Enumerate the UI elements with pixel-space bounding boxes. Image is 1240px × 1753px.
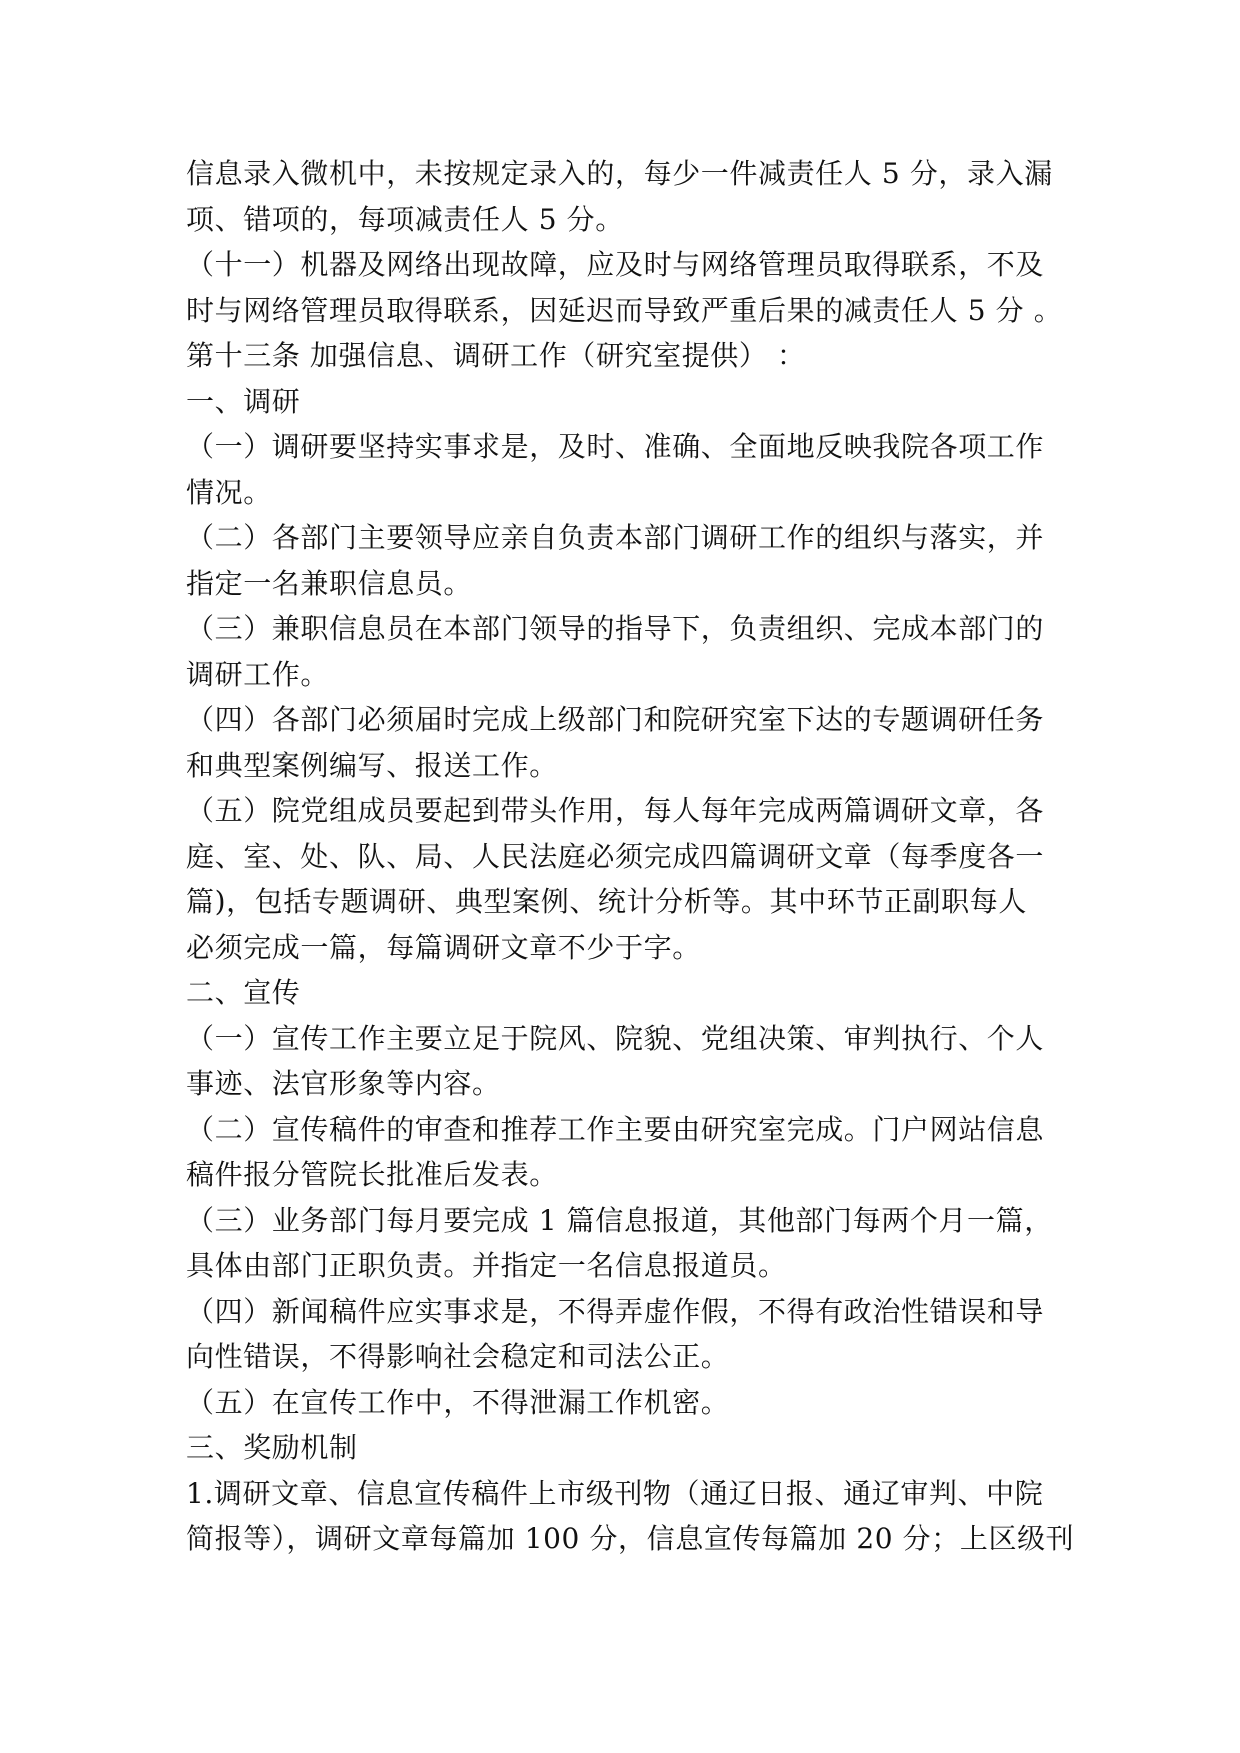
text-line: 事迹、法官形象等内容。 [186, 1067, 501, 1100]
text-line: 和典型案例编写、报送工作。 [186, 748, 558, 782]
text-line: （四）新闻稿件应实事求是，不得弄虚作假，不得有政治性错误和导 [186, 1294, 1045, 1328]
text-line: 必须完成一篇，每篇调研文章不少于字。 [186, 930, 701, 964]
text-line: 时与网络管理员取得联系，因延迟而导致严重后果的减责任人 5 分 。 [186, 293, 1063, 327]
text-line: （十一）机器及网络出现故障，应及时与网络管理员取得联系，不及 [186, 248, 1045, 281]
text-line: （二）各部门主要领导应亲自负责本部门调研工作的组织与落实，并 [186, 521, 1045, 554]
section-heading: 三、奖励机制 [186, 1431, 358, 1464]
section-heading: 二、宣传 [186, 976, 301, 1009]
document-body [186, 151, 1075, 1562]
text-line: 简报等），调研文章每篇加 100 分，信息宣传每篇加 20 分；上区级刊 [186, 1522, 1075, 1555]
text-line: （一）调研要坚持实事求是，及时、准确、全面地反映我院各项工作 [186, 430, 1045, 463]
text-line: （五）在宣传工作中，不得泄漏工作机密。 [186, 1385, 730, 1419]
text-line: 具体由部门正职负责。并指定一名信息报道员。 [186, 1249, 787, 1282]
text-line: 调研工作。 [186, 657, 330, 691]
text-line: （一）宣传工作主要立足于院风、院貌、党组决策、审判执行、个人 [186, 1021, 1045, 1055]
text-line: 项、错项的，每项减责任人 5 分。 [186, 202, 624, 236]
article-heading: 第十三条 加强信息、调研工作（研究室提供） ： [186, 339, 806, 372]
text-line: 指定一名兼职信息员。 [186, 566, 473, 600]
text-line: （五）院党组成员要起到带头作用，每人每年完成两篇调研文章，各 [186, 794, 1045, 827]
text-line: （二）宣传稿件的审查和推荐工作主要由研究室完成。门户网站信息 [186, 1112, 1045, 1146]
text-line: 情况。 [186, 475, 272, 509]
text-line: 向性错误，不得影响社会稳定和司法公正。 [186, 1340, 730, 1373]
text-line: （三）业务部门每月要完成 1 篇信息报道，其他部门每两个月一篇， [186, 1203, 1053, 1237]
text-line: （三）兼职信息员在本部门领导的指导下，负责组织、完成本部门的 [186, 612, 1045, 645]
section-heading: 一、调研 [186, 384, 301, 418]
text-line: 稿件报分管院长批准后发表。 [186, 1158, 558, 1191]
text-line: 庭、室、处、队、局、人民法庭必须完成四篇调研文章（每季度各一 [186, 839, 1045, 873]
text-line: （四）各部门必须届时完成上级部门和院研究室下达的专题调研任务 [186, 703, 1045, 736]
text-line: 1.调研文章、信息宣传稿件上市级刊物（通辽日报、通辽审判、中院 [186, 1476, 1044, 1510]
text-line: 篇)，包括专题调研、典型案例、统计分析等。其中环节正副职每人 [186, 885, 1027, 918]
text-line: 信息录入微机中，未按规定录入的，每少一件减责任人 5 分，录入漏 [186, 157, 1053, 190]
